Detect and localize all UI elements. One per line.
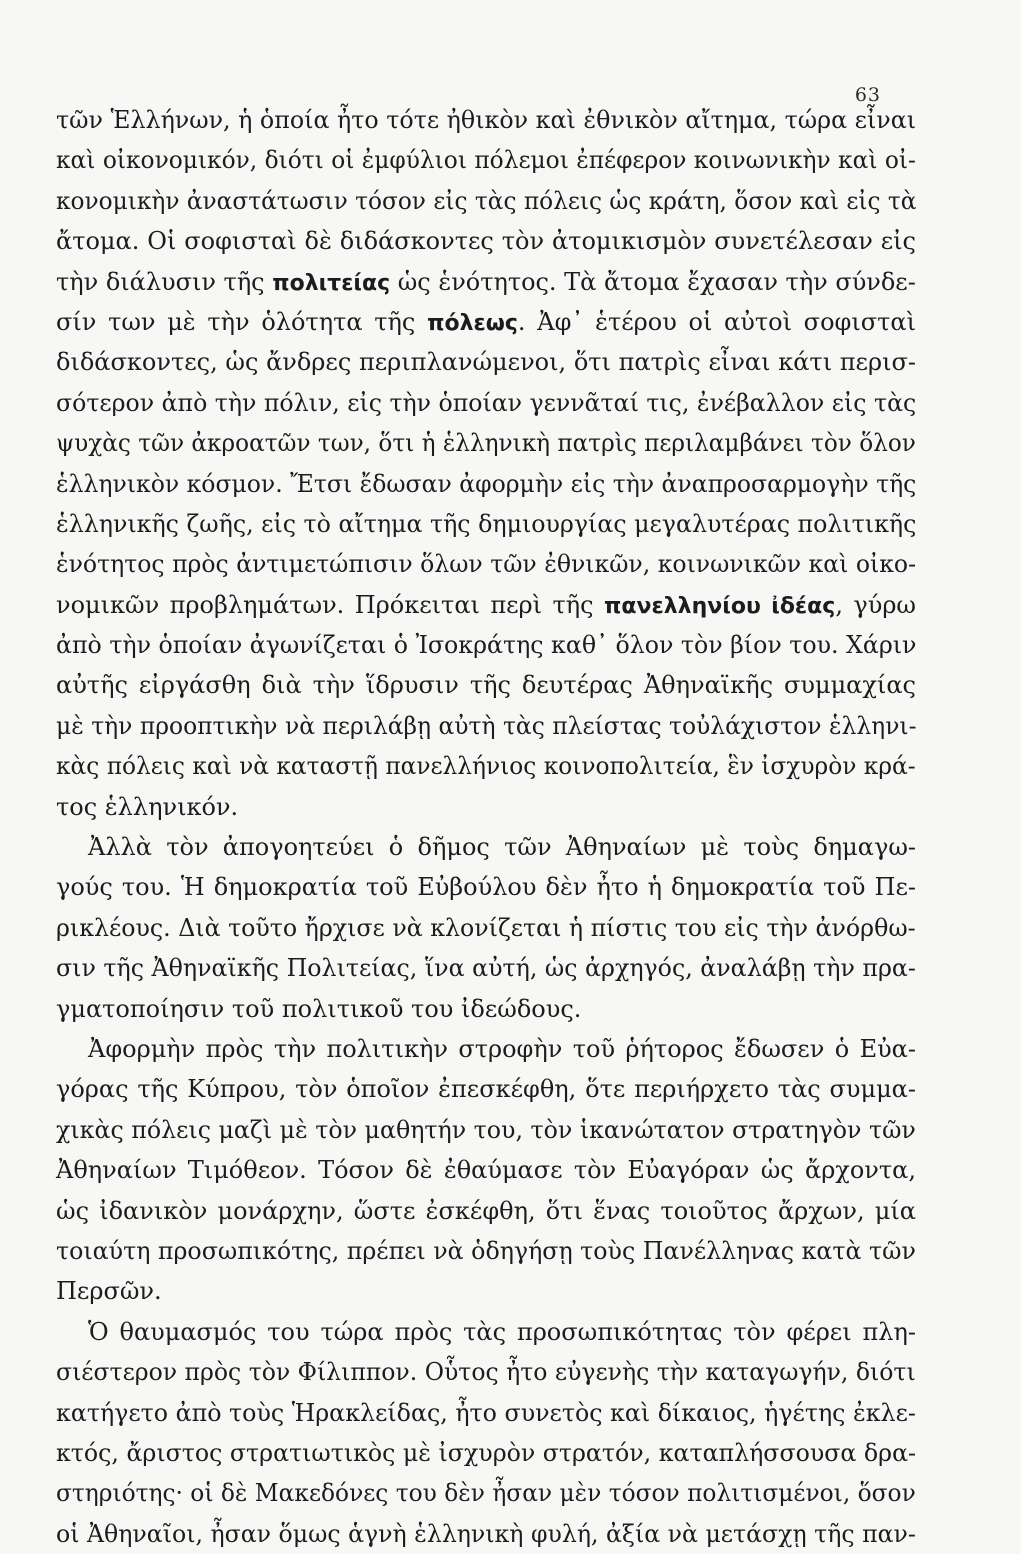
text-line [56, 746, 916, 786]
text-segment: κτός, ἄριστος στρατιωτικὸς μὲ ἰσχυρὸν στρατόν, καταπλήσσουσα δρα- [56, 1438, 917, 1467]
text-line [56, 1110, 916, 1150]
text-line [56, 221, 916, 261]
text-line [56, 342, 916, 382]
text-segment: διδάσκοντες, ὡς ἄνδρες περιπλανώμενοι, ὅτι πατρὶς εἶναι κάτι περισ- [56, 348, 916, 377]
text-segment: ἀπὸ τὴν ὁποίαν ἀγωνίζεται ὁ Ἰσοκράτης καθ᾽ ὅλον τὸν βίον του. Χάριν [56, 631, 917, 660]
text-segment: ψυχὰς τῶν ἀκροατῶν των, ὅτι ἡ ἑλληνικὴ πατρὶς περιλαμβάνει τὸν ὅλον [56, 429, 916, 458]
text-segment: Ὁ θαυμασμός του τώρα πρὸς τὰς προσωπικότητας τὸν φέρει πλη- [88, 1317, 916, 1346]
text-segment: τοιαύτη προσωπικότης, πρέπει νὰ ὁδηγήσῃ τοὺς Πανέλληνας κατὰ τῶν [56, 1236, 916, 1265]
body-text [56, 100, 916, 1554]
text-segment: σιέστερον πρὸς τὸν Φίλιππον. Οὗτος ἦτο εὐγενὴς τὴν καταγωγήν, διότι [56, 1358, 916, 1387]
text-line [56, 827, 916, 867]
text-line [56, 100, 916, 140]
text-segment: κονομικὴν ἀναστάτωσιν τόσον εἰς τὰς πόλεις ὡς κράτη, ὅσον καὶ εἰς τὰ [56, 186, 917, 215]
text-segment: σιν τῆς Ἀθηναϊκῆς Πολιτείας, ἵνα αὐτή, ὡς ἀρχηγός, ἀναλάβῃ τὴν πρα- [56, 954, 916, 983]
text-line [56, 867, 916, 907]
text-line [56, 140, 916, 180]
emphasized-term: πόλεως [427, 310, 518, 336]
page-number: 63 [854, 84, 881, 106]
text-segment: γόρας τῆς Κύπρου, τὸν ὁποῖον ἐπεσκέφθη, ὅτε περιήρχετο τὰς συμμα- [56, 1075, 916, 1104]
text-segment: ρικλέους. Διὰ τοῦτο ἤρχισε νὰ κλονίζεται ἡ πίστις του εἰς τὴν ἀνόρθω- [56, 913, 916, 942]
text-line [56, 181, 916, 221]
text-line [56, 1271, 916, 1311]
text-segment: νομικῶν προβλημάτων. Πρόκειται περὶ τῆς [56, 590, 605, 619]
text-segment: οἱ Ἀθηναῖοι, ἦσαν ὅμως ἁγνὴ ἑλληνικὴ φυλή, ἀξία νὰ μετάσχῃ τῆς παν- [56, 1519, 916, 1548]
text-line [56, 1029, 916, 1069]
text-segment: ὡς ἰδανικὸν μονάρχην, ὥστε ἐσκέφθη, ὅτι ἕνας τοιοῦτος ἄρχων, μία [56, 1196, 916, 1225]
text-segment: Ἀθηναίων Τιμόθεον. Τόσον δὲ ἐθαύμασε τὸν Εὐαγόραν ὡς ἄρχοντα, [56, 1156, 916, 1185]
text-line [56, 989, 916, 1029]
text-line [56, 302, 916, 342]
text-segment: Ἀφορμὴν πρὸς τὴν πολιτικὴν στροφὴν τοῦ ῥήτορος ἔδωσεν ὁ Εὐα- [88, 1034, 916, 1063]
text-segment: , γύρω [835, 590, 917, 619]
text-segment: ἑλληνικὸν κόσμον. Ἔτσι ἔδωσαν ἀφορμὴν εἰς τὴν ἀναπροσαρμογὴν τῆς [56, 469, 917, 498]
text-line [56, 1231, 916, 1271]
text-segment: Περσῶν. [56, 1277, 162, 1306]
text-line [56, 1069, 916, 1109]
text-segment: ἑλληνικῆς ζωῆς, εἰς τὸ αἴτημα τῆς δημιουργίας μεγαλυτέρας πολιτικῆς [56, 509, 917, 538]
text-line [56, 262, 916, 302]
text-line [56, 908, 916, 948]
text-segment: τος ἑλληνικόν. [56, 792, 239, 821]
text-line [56, 1352, 916, 1392]
text-segment: τῶν Ἑλλήνων, ἡ ὁποία ἦτο τότε ἠθικὸν καὶ ἐθνικὸν αἴτημα, τώρα εἶναι [56, 106, 917, 134]
text-segment: χικὰς πόλεις μαζὶ μὲ τὸν μαθητήν του, τὸν ἱκανώτατον στρατηγὸν τῶν [56, 1115, 916, 1144]
text-segment: ἄτομα. Οἱ σοφισταὶ δὲ διδάσκοντες τὸν ἀτομικισμὸν συνετέλεσαν εἰς [56, 227, 916, 256]
text-line [56, 423, 916, 463]
text-segment: τὴν διάλυσιν τῆς [56, 267, 273, 296]
text-segment: σίν των μὲ τὴν ὁλότητα τῆς [56, 307, 428, 336]
text-line [56, 383, 916, 423]
text-segment: στηριότης· οἱ δὲ Μακεδόνες του δὲν ἦσαν μὲν τόσον πολιτισμένοι, ὅσον [56, 1479, 916, 1508]
text-line [56, 1433, 916, 1473]
text-segment: μὲ τὴν προοπτικὴν νὰ περιλάβῃ αὐτὴ τὰς πλείστας τοὐλάχιστον ἑλληνι- [56, 711, 917, 740]
text-segment: . Ἀφ᾽ ἑτέρου οἱ αὐτοὶ σοφισταὶ [517, 307, 917, 336]
text-segment: γματοποίησιν τοῦ πολιτικοῦ του ἰδεώδους. [56, 994, 582, 1023]
text-segment: κατήγετο ἀπὸ τοὺς Ἡρακλείδας, ἦτο συνετὸς καὶ δίκαιος, ἡγέτης ἐκλε- [56, 1398, 916, 1427]
text-line [56, 787, 916, 827]
text-line [56, 706, 916, 746]
emphasized-term: πανελληνίου ἰδέας [604, 593, 836, 619]
text-line [56, 585, 916, 625]
text-line [56, 504, 916, 544]
text-line [56, 1312, 916, 1352]
text-line [56, 948, 916, 988]
text-line [56, 1191, 916, 1231]
text-line [56, 1393, 916, 1433]
text-segment: αὐτῆς εἰργάσθη διὰ τὴν ἵδρυσιν τῆς δευτέρας Ἀθηναϊκῆς συμμαχίας [56, 671, 916, 700]
text-segment: κὰς πόλεις καὶ νὰ καταστῇ πανελλήνιος κοινοπολιτεία, ἓν ἰσχυρὸν κρά- [56, 752, 916, 781]
text-line [56, 544, 916, 584]
emphasized-term: πολιτείας [272, 270, 391, 296]
text-segment: καὶ οἰκονομικόν, διότι οἱ ἐμφύλιοι πόλεμοι ἐπέφερον κοινωνικὴν καὶ οἰ- [56, 146, 916, 175]
text-line [56, 1473, 916, 1513]
text-line [56, 665, 916, 705]
text-segment: ὡς ἑνότητος. Τὰ ἄτομα ἔχασαν τὴν σύνδε- [390, 267, 916, 296]
text-segment: γούς του. Ἡ δημοκρατία τοῦ Εὐβούλου δὲν ἦτο ἡ δημοκρατία τοῦ Πε- [56, 873, 916, 902]
text-segment: σότερον ἀπὸ τὴν πόλιν, εἰς τὴν ὁποίαν γεννᾶταί τις, ἐνέβαλλον εἰς τὰς [56, 388, 917, 417]
text-line [56, 1514, 916, 1554]
text-line [56, 464, 916, 504]
text-segment: Ἀλλὰ τὸν ἀπογοητεύει ὁ δῆμος τῶν Ἀθηναίων μὲ τοὺς δημαγω- [88, 833, 916, 862]
text-line [56, 625, 916, 665]
text-segment: ἑνότητος πρὸς ἀντιμετώπισιν ὅλων τῶν ἐθνικῶν, κοινωνικῶν καὶ οἰκο- [56, 550, 917, 579]
text-line [56, 1150, 916, 1190]
